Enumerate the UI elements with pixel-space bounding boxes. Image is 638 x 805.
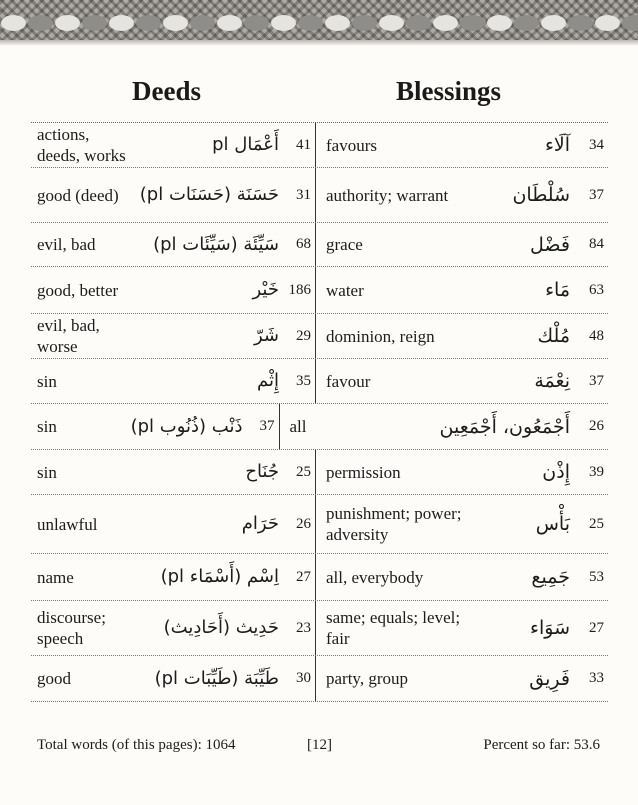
word-count: 25 bbox=[589, 515, 604, 532]
english-meaning: evil, bad bbox=[37, 235, 96, 254]
table-row bbox=[31, 123, 608, 168]
blessings-cell bbox=[316, 450, 608, 494]
table-row bbox=[31, 404, 608, 450]
word-count: 30 bbox=[296, 670, 311, 686]
word-count: 53 bbox=[589, 568, 604, 585]
decorative-banner bbox=[0, 0, 638, 46]
arabic-word: فَضْل bbox=[530, 233, 570, 256]
table-row bbox=[31, 359, 608, 404]
word-count: 35 bbox=[296, 372, 311, 389]
english-meaning: all bbox=[289, 417, 307, 436]
english-meaning: actions, deeds, works bbox=[37, 125, 126, 165]
english-meaning: favour bbox=[326, 371, 371, 391]
table-row bbox=[31, 495, 608, 554]
blessings-cell bbox=[316, 601, 608, 655]
word-count: 25 bbox=[296, 463, 311, 480]
deeds-cell bbox=[31, 223, 316, 266]
blessings-cell bbox=[316, 223, 608, 266]
english-meaning: name bbox=[37, 567, 74, 587]
word-count: 23 bbox=[296, 619, 311, 636]
arabic-word: سُلْطَان bbox=[512, 184, 570, 206]
arabic-word: آلَاء bbox=[544, 134, 570, 156]
word-count: 26 bbox=[296, 515, 311, 532]
arabic-word: جَمِيع bbox=[531, 566, 570, 588]
arabic-word: أَجْمَعُون، أَجْمَعِين bbox=[439, 415, 570, 438]
english-meaning: party, group bbox=[326, 669, 408, 688]
deeds-cell bbox=[31, 601, 316, 655]
word-count: 84 bbox=[589, 236, 604, 252]
vocabulary-table bbox=[31, 122, 608, 702]
word-count: 63 bbox=[589, 281, 604, 298]
arabic-word: حَدِيث (أَحَادِيث) bbox=[163, 617, 279, 638]
word-count: 48 bbox=[589, 327, 604, 344]
english-meaning: sin bbox=[37, 462, 57, 482]
percent-so-far: Percent so far: 53.6 bbox=[483, 737, 600, 753]
arabic-word: ذَنْب (ذُنُوب pl) bbox=[130, 415, 243, 437]
heading-blessings: Blessings bbox=[396, 76, 502, 106]
table-row bbox=[31, 656, 608, 702]
arabic-word: مَاء bbox=[545, 279, 570, 301]
arabic-word: حَرَام bbox=[241, 513, 279, 534]
english-meaning: good, better bbox=[37, 280, 119, 300]
arabic-word: خَيْر bbox=[252, 279, 279, 300]
english-meaning: grace bbox=[326, 235, 363, 254]
deeds-cell bbox=[31, 554, 316, 600]
word-count: 41 bbox=[296, 136, 311, 153]
deeds-cell bbox=[31, 123, 316, 167]
word-count: 37 bbox=[259, 418, 275, 434]
english-meaning: sin bbox=[37, 417, 57, 436]
word-count: 31 bbox=[296, 186, 311, 203]
word-count: 29 bbox=[296, 327, 311, 344]
arabic-word: مُلْك bbox=[537, 325, 570, 347]
word-count: 34 bbox=[589, 136, 604, 153]
english-meaning: sin bbox=[37, 371, 57, 391]
table-row bbox=[31, 168, 608, 223]
english-meaning: punishment; power; adversity bbox=[326, 504, 462, 544]
english-meaning: favours bbox=[326, 135, 377, 155]
blessings-cell bbox=[316, 314, 608, 358]
word-count: 37 bbox=[589, 372, 604, 389]
blessings-cell bbox=[316, 168, 608, 222]
blessings-cell bbox=[280, 404, 609, 449]
arabic-word: فَرِيق bbox=[529, 667, 570, 690]
english-meaning: good bbox=[37, 669, 71, 688]
arabic-word: شَرّ bbox=[253, 325, 279, 346]
word-count: 27 bbox=[296, 568, 311, 585]
word-count: 27 bbox=[589, 619, 604, 636]
blessings-cell bbox=[316, 554, 608, 600]
english-meaning: dominion, reign bbox=[326, 326, 435, 346]
deeds-cell bbox=[31, 359, 316, 403]
blessings-cell bbox=[316, 359, 608, 403]
table-row bbox=[31, 450, 608, 495]
english-meaning: unlawful bbox=[37, 514, 98, 534]
blessings-cell bbox=[316, 267, 608, 313]
table-row bbox=[31, 314, 608, 359]
arabic-word: سَيِّئَة (سَيِّئَات pl) bbox=[153, 233, 279, 255]
word-count: 26 bbox=[589, 418, 604, 434]
english-meaning: authority; warrant bbox=[326, 185, 449, 205]
arabic-word: جُنَاح bbox=[245, 461, 279, 482]
deeds-cell bbox=[31, 495, 316, 553]
deeds-cell bbox=[31, 168, 316, 222]
table-row bbox=[31, 267, 608, 314]
arabic-word: حَسَنَة (حَسَنَات pl) bbox=[139, 184, 279, 205]
table-row bbox=[31, 601, 608, 656]
blessings-cell bbox=[316, 495, 608, 553]
english-meaning: good (deed) bbox=[37, 185, 119, 205]
table-row bbox=[31, 554, 608, 601]
arabic-word: سَوَاء bbox=[530, 617, 570, 639]
arabic-word: إِذْن bbox=[542, 461, 570, 483]
deeds-cell bbox=[31, 450, 316, 494]
total-words: Total words (of this pages): 1064 bbox=[37, 737, 236, 753]
english-meaning: evil, bad, worse bbox=[37, 316, 100, 356]
english-meaning: discourse; speech bbox=[37, 608, 106, 648]
blessings-cell bbox=[316, 123, 608, 167]
word-count: 33 bbox=[589, 670, 604, 686]
arabic-word: بَأْس bbox=[535, 513, 570, 535]
word-count: 39 bbox=[589, 463, 604, 480]
english-meaning: water bbox=[326, 280, 364, 300]
deeds-cell bbox=[31, 656, 316, 701]
arabic-word: أَعْمَال pl bbox=[212, 134, 279, 155]
table-row bbox=[31, 223, 608, 267]
english-meaning: same; equals; level; fair bbox=[326, 608, 461, 648]
english-meaning: all, everybody bbox=[326, 567, 424, 587]
deeds-cell bbox=[31, 267, 316, 313]
heading-deeds: Deeds bbox=[132, 76, 201, 106]
english-meaning: permission bbox=[326, 462, 401, 482]
word-count: 37 bbox=[589, 186, 604, 203]
arabic-word: نِعْمَة bbox=[534, 370, 570, 392]
deeds-cell bbox=[31, 314, 316, 358]
deeds-cell bbox=[31, 404, 280, 449]
page-number: [12] bbox=[307, 737, 332, 753]
word-count: 186 bbox=[288, 281, 311, 298]
arabic-word: اِسْم (أَسْمَاء pl) bbox=[160, 566, 279, 587]
arabic-word: طَيِّبَة (طَيِّبَات pl) bbox=[154, 667, 279, 689]
word-count: 68 bbox=[296, 236, 311, 252]
arabic-word: إِثْم bbox=[257, 370, 279, 391]
blessings-cell bbox=[316, 656, 608, 701]
